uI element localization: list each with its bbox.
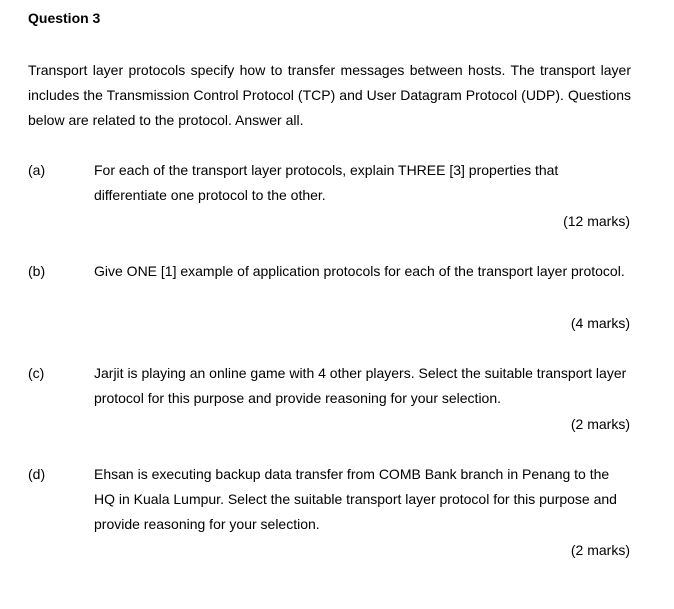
sub-question-text: Give ONE [1] example of application protocols for each of the transport layer protocol.: [94, 263, 625, 279]
sub-question-label: (d): [28, 466, 46, 482]
question-title: Question 3: [28, 10, 101, 26]
sub-question-marks: (4 marks): [570, 315, 630, 331]
sub-question-marks: (2 marks): [570, 542, 630, 558]
sub-question-marks: (12 marks): [563, 213, 630, 229]
sub-question-text: Jarjit is playing an online game with 4 other players. Select the suitable transport layer protocol for this purpose and provide reasoning for your selection.: [94, 365, 627, 406]
sub-question-label: (c): [28, 365, 45, 381]
sub-question-text: Ehsan is executing backup data transfer from COMB Bank branch in Penang to the HQ in Kuala Lumpur. Select the suitable transport layer protocol for this purpose and provide reasoning for your selection.: [94, 466, 617, 532]
sub-question-text: For each of the transport layer protocols, explain THREE [3] properties that differentiate one protocol to the other.: [94, 162, 559, 203]
sub-question-label: (b): [28, 263, 46, 279]
sub-question-label: (a): [28, 162, 46, 178]
sub-question-marks: (2 marks): [570, 416, 630, 432]
question-intro: Transport layer protocols specify how to transfer messages between hosts. The transport layer includes the Transmission Control Protocol (TCP) and User Datagram Protocol (UDP). Questions below are related to the protocol. Answer all.: [28, 62, 631, 128]
